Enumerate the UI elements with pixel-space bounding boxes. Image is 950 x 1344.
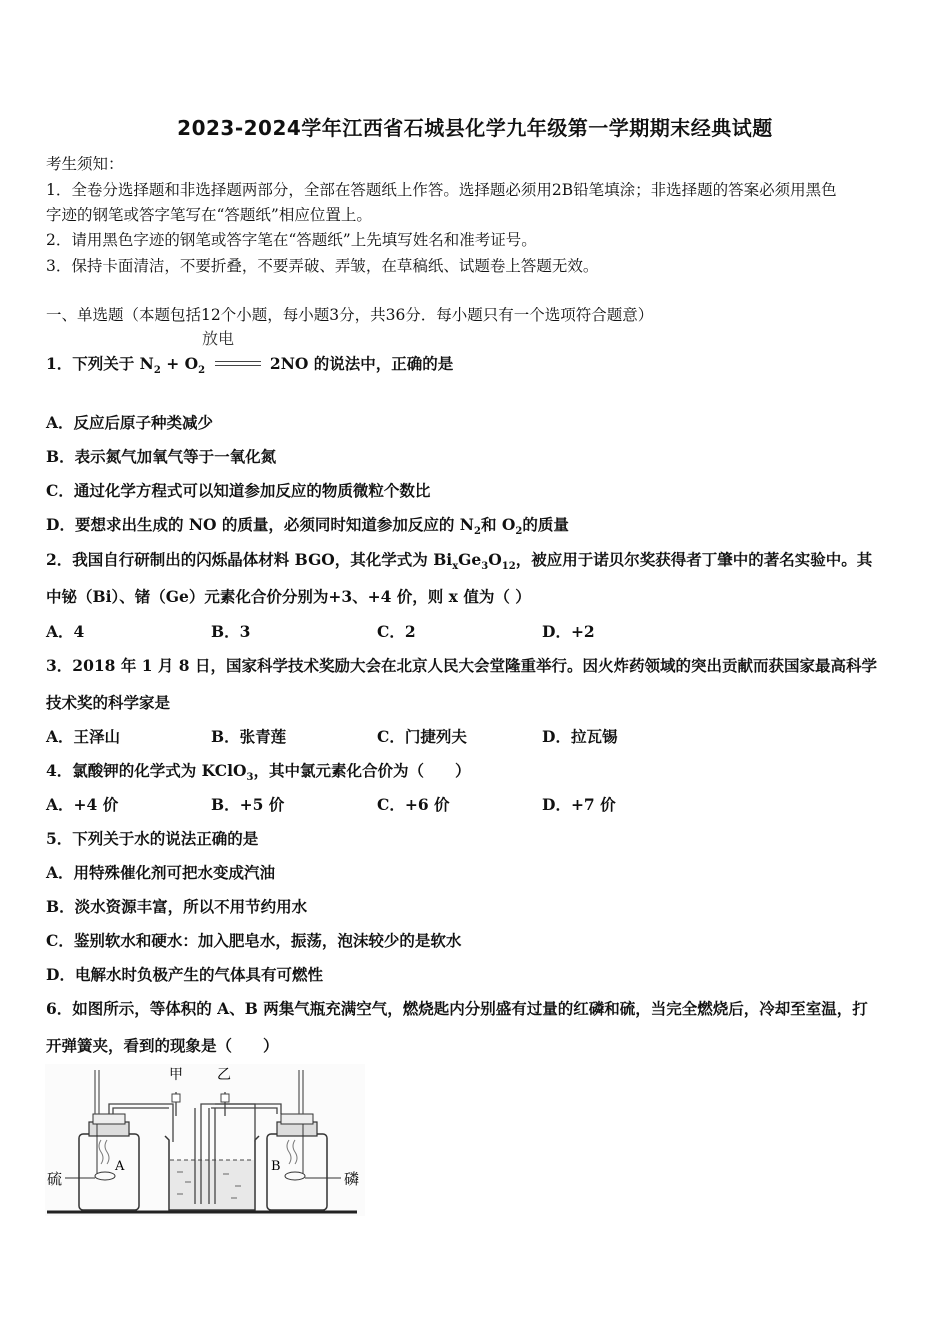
question-2-line2: 中铋（Bi）、锗（Ge）元素化合价分别为+3、+4 价，则 x 值为（ ） [46, 587, 531, 606]
q5-option-b: B．淡水资源丰富，所以不用节约用水 [46, 897, 308, 916]
q4-option-d: D．+7 价 [542, 795, 616, 814]
page-title: 2023-2024学年江西省石城县化学九年级第一学期期末经典试题 [177, 116, 773, 140]
notice-item: 1．全卷分选择题和非选择题两部分，全部在答题纸上作答。选择题必须用2B铅笔填涂；非选择题的答案必须用黑色 [46, 181, 837, 199]
notice-item: 字迹的钢笔或答字笔写在“答题纸”相应位置上。 [46, 206, 372, 224]
reaction-condition: 放电 [202, 329, 235, 348]
question-5: 5．下列关于水的说法正确的是 [46, 829, 259, 848]
subscript: 2 [473, 526, 481, 538]
apparatus-figure [45, 1064, 365, 1216]
q3-option-d: D．拉瓦锡 [542, 727, 618, 746]
clamp-left-body [172, 1094, 180, 1102]
label-a: A [115, 1159, 125, 1174]
q2-text: O [488, 550, 502, 569]
q2-text: 2．我国自行研制出的闪烁晶体材料 BGO，其化学式为 Bi [46, 550, 453, 569]
label-b: B [271, 1159, 281, 1174]
q1-option-a: A．反应后原子种类减少 [46, 413, 214, 432]
section-heading: 一、单选题（本题包括12个小题，每小题3分，共36分．每小题只有一个选项符合题意） [46, 306, 654, 324]
question-2 [46, 548, 872, 572]
subscript: x [452, 561, 459, 573]
q1-plus: + O [160, 354, 199, 373]
subscript: 3 [246, 772, 254, 784]
q1-suffix: 2NO 的说法中，正确的是 [269, 354, 454, 373]
subscript: 3 [481, 561, 489, 573]
question-4 [46, 759, 470, 783]
q4-option-a: A．+4 价 [46, 795, 119, 814]
reaction-arrow [215, 358, 261, 372]
q2-option-a: A．4 [46, 622, 85, 641]
subscript: 2 [515, 526, 523, 538]
label-jia: 甲 [169, 1067, 183, 1083]
subscript: 12 [501, 561, 516, 573]
q1-prefix: 1．下列关于 N [46, 354, 154, 373]
question-1 [46, 352, 453, 376]
q4-text: ，其中氯元素化合价为（ ） [253, 761, 471, 780]
notice-heading: 考生须知： [46, 155, 124, 173]
q1-option-c: C．通过化学方程式可以知道参加反应的物质微粒个数比 [46, 481, 431, 500]
arrow-bar [215, 361, 261, 362]
q1-option-d-text: 和 O [480, 515, 516, 534]
question-6: 6．如图所示，等体积的 A、B 两集气瓶充满空气，燃烧匙内分别盛有过量的红磷和硫，当完全燃烧后，冷却至室温，打 [46, 999, 868, 1018]
q2-option-d: D．+2 [542, 622, 595, 641]
q3-option-a: A．王泽山 [46, 727, 121, 746]
label-yi: 乙 [217, 1067, 231, 1083]
question-6-line2: 开弹簧夹，看到的现象是（ ） [46, 1036, 279, 1055]
q5-option-a: A．用特殊催化剂可把水变成汽油 [46, 863, 276, 882]
notice-item: 3．保持卡面清洁，不要折叠，不要弄破、弄皱，在草稿纸、试题卷上答题无效。 [46, 257, 599, 275]
subscript: 2 [153, 365, 161, 377]
q3-option-b: B．张青莲 [211, 727, 287, 746]
q2-text: ，被应用于诺贝尔奖获得者丁肇中的著名实验中。其 [515, 550, 873, 569]
q1-option-d-text: D．要想求出生成的 NO 的质量，必须同时知道参加反应的 N [46, 515, 474, 534]
q2-option-c: C．2 [377, 622, 416, 641]
q5-option-d: D．电解水时负极产生的气体具有可燃性 [46, 965, 323, 984]
q2-option-b: B．3 [211, 622, 251, 641]
q2-text: Ge [458, 550, 482, 569]
question-3-line2: 技术奖的科学家是 [46, 693, 171, 712]
q3-option-c: C．门捷列夫 [377, 727, 467, 746]
q4-option-b: B．+5 价 [211, 795, 285, 814]
q1-option-d [46, 513, 569, 537]
q4-option-c: C．+6 价 [377, 795, 450, 814]
subscript: 2 [198, 365, 206, 377]
q4-text: 4．氯酸钾的化学式为 KClO [46, 761, 247, 780]
q5-option-c: C．鉴别软水和硬水：加入肥皂水，振荡，泡沫较少的是软水 [46, 931, 462, 950]
q1-option-b: B．表示氮气加氧气等于一氧化氮 [46, 447, 277, 466]
q1-option-d-text: 的质量 [522, 515, 569, 534]
question-3: 3．2018 年 1 月 8 日，国家科学技术奖励大会在北京人民大会堂隆重举行。因火炸药领域的突出贡献而获国家最高科学 [46, 656, 877, 675]
label-phosphorus: 磷 [344, 1170, 360, 1188]
label-sulfur: 硫 [47, 1170, 63, 1188]
arrow-bar [215, 365, 261, 366]
clamp-right-body [221, 1094, 229, 1102]
notice-item: 2．请用黑色字迹的钢笔或答字笔在“答题纸”上先填写姓名和准考证号。 [46, 231, 537, 249]
